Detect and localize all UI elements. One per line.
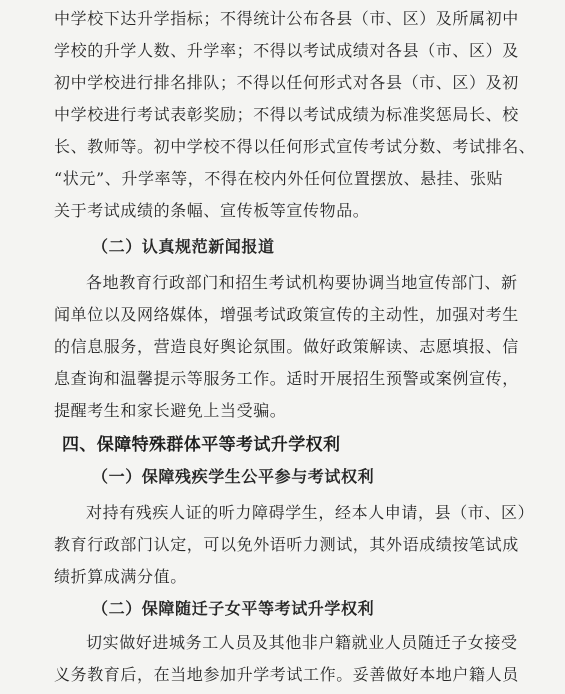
- text-line: 初中学校进行排名排队；不得以任何形式对各县（市、区）及初: [54, 73, 519, 92]
- text-line: 绩折算成满分值。: [54, 567, 187, 586]
- text-line: 中学校下达升学指标；不得统计公布各县（市、区）及所属初中: [54, 9, 519, 28]
- text-line: 教育行政部门认定，可以免外语听力测试，其外语成绩按笔试成: [54, 535, 519, 554]
- text-line: 切实做好进城务工人员及其他非户籍就业人员随迁子女接受: [86, 633, 518, 652]
- section-heading-4: 四、保障特殊群体平等考试升学权利: [62, 435, 341, 455]
- text-line: 息查询和温馨提示等服务工作。适时开展招生预警或案例宣传，: [54, 369, 519, 388]
- text-line: 各地教育行政部门和招生考试机构要协调当地宣传部门、新: [86, 273, 518, 292]
- text-line: 义务教育后，在当地参加升学考试工作。妥善做好本地户籍人员: [54, 665, 519, 684]
- text-line: 闻单位以及网络媒体，增强考试政策宣传的主动性，加强对考生: [54, 305, 519, 324]
- text-line: 对持有残疾人证的听力障碍学生，经本人申请，县（市、区）: [86, 503, 535, 522]
- subheading-news-reporting: （二）认真规范新闻报道: [92, 237, 275, 256]
- text-line: “状元”、升学率等，不得在校内外任何位置摆放、悬挂、张贴: [54, 169, 504, 188]
- text-line: 关于考试成绩的条幅、宣传板等宣传物品。: [54, 201, 370, 220]
- text-line: 学校的升学人数、升学率；不得以考试成绩对各县（市、区）及: [54, 41, 519, 60]
- text-line: 提醒考生和家长避免上当受骗。: [54, 401, 287, 420]
- text-line: 长、教师等。初中学校不得以任何形式宣传考试分数、考试排名、: [54, 137, 536, 156]
- subheading-migrant-children: （二）保障随迁子女平等考试升学权利: [92, 599, 375, 618]
- subheading-disabled-students: （一）保障残疾学生公平参与考试权利: [92, 467, 375, 486]
- text-line: 的信息服务，营造良好舆论氛围。做好政策解读、志愿填报、信: [54, 337, 519, 356]
- text-line: 中学校进行考试表彰奖励；不得以考试成绩为标准奖惩局长、校: [54, 105, 519, 124]
